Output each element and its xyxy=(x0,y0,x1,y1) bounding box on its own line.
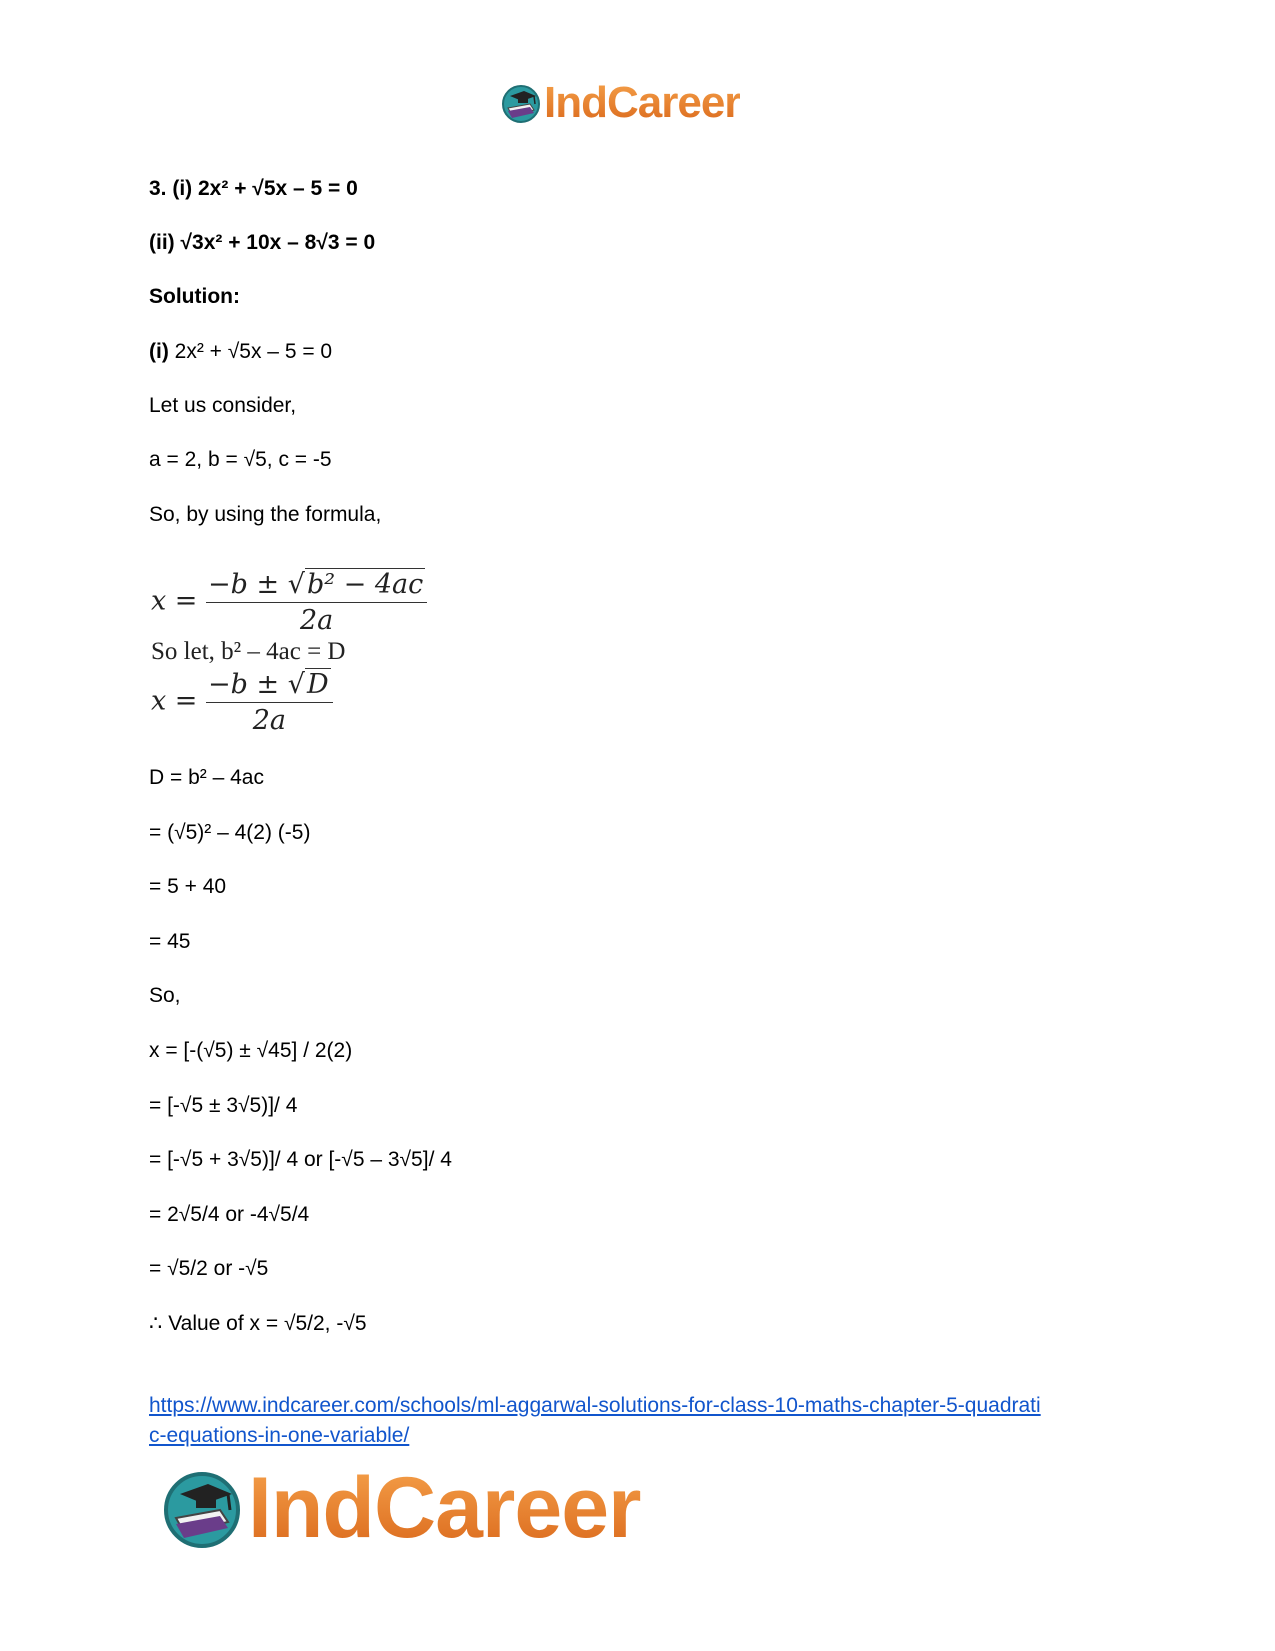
consider-text: Let us consider, xyxy=(149,394,297,417)
question-part-ii: (ii) √3x² + 10x – 8√3 = 0 xyxy=(149,231,376,254)
source-url-line-1: https://www.indcareer.com/schools/ml-aggarwal-solutions-for-class-10-maths-chapter-5-quadrati xyxy=(149,1394,1041,1417)
formula-intro-text: So, by using the formula, xyxy=(149,503,382,526)
so-let-d-text: So let, b² – 4ac = D xyxy=(151,638,346,665)
graduation-cap-book-icon xyxy=(160,1466,244,1550)
formula-radicand: b² − 4ac xyxy=(306,569,424,600)
formula-neg-b-pm: −b ± xyxy=(208,569,280,600)
x-step-4: = 2√5/4 or -4√5/4 xyxy=(149,1203,310,1226)
d-addition: = 5 + 40 xyxy=(149,875,227,898)
x-step-5: = √5/2 or -√5 xyxy=(149,1257,269,1280)
source-url-line-2: c-equations-in-one-variable/ xyxy=(149,1424,410,1447)
x-step-2: = [-√5 ± 3√5)]/ 4 xyxy=(149,1094,298,1117)
d-substitution: = (√5)² – 4(2) (-5) xyxy=(149,821,311,844)
formula-x-eq: x = xyxy=(151,585,198,617)
formula-denominator: 2a xyxy=(300,605,334,636)
formula2-neg-b-pm: −b ± xyxy=(208,669,280,700)
formula-fraction: −b ± √ b² − 4ac 2a xyxy=(206,568,427,636)
quadratic-formula-d xyxy=(151,668,333,736)
d-definition: D = b² – 4ac xyxy=(149,766,264,789)
part-i-eq-text: 2x² + √5x – 5 = 0 xyxy=(168,340,333,363)
graduation-cap-book-icon xyxy=(500,82,542,124)
formula2-radicand: D xyxy=(306,669,329,700)
d-value: = 45 xyxy=(149,930,191,953)
quadratic-formula xyxy=(151,568,427,636)
source-url-link[interactable] xyxy=(149,1391,1129,1451)
logo-wordmark-large: IndCareer xyxy=(248,1459,641,1556)
so-text: So, xyxy=(149,984,181,1007)
formula2-denominator: 2a xyxy=(252,705,286,736)
part-i-label: (i) xyxy=(149,340,169,363)
logo-wordmark: IndCareer xyxy=(544,78,741,127)
indcareer-logo-top xyxy=(500,78,740,128)
x-step-1: x = [-(√5) ± √45] / 2(2) xyxy=(149,1039,353,1062)
coefficients-text: a = 2, b = √5, c = -5 xyxy=(149,448,332,471)
solution-heading: Solution: xyxy=(149,285,240,308)
final-answer: ∴ Value of x = √5/2, -√5 xyxy=(149,1312,367,1335)
x-step-3: = [-√5 + 3√5)]/ 4 or [-√5 – 3√5]/ 4 xyxy=(149,1148,452,1171)
part-i-equation xyxy=(149,339,332,365)
formula2-fraction: −b ± √ D 2a xyxy=(206,668,333,736)
indcareer-logo-bottom xyxy=(160,1460,641,1556)
question-part-i: 3. (i) 2x² + √5x – 5 = 0 xyxy=(149,177,358,200)
formula2-x-eq: x = xyxy=(151,685,198,717)
